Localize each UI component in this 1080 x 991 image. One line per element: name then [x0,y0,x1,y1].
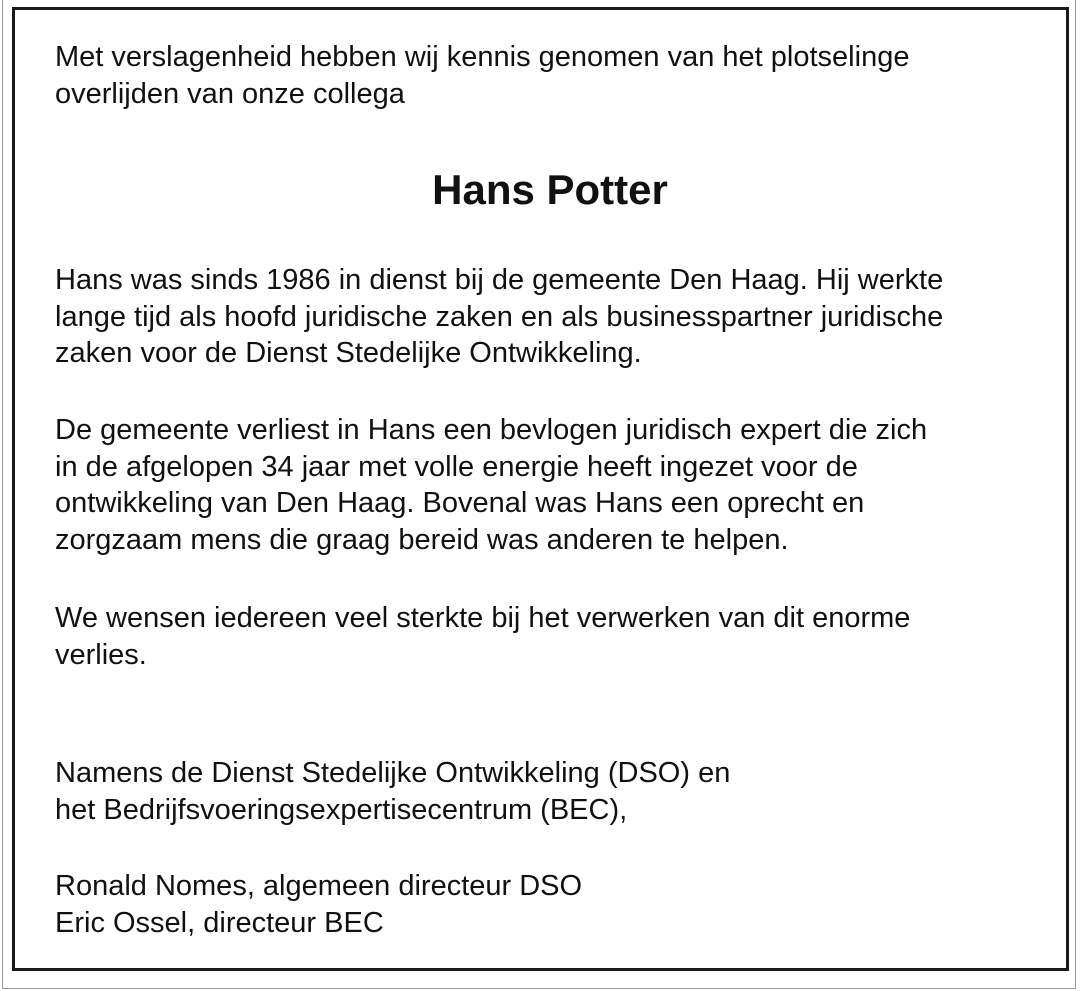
paragraph-line: in de afgelopen 34 jaar met volle energie heeft ingezet voor de [55,450,858,483]
paragraph-line: verlies. [55,638,147,671]
signatories [55,868,582,941]
paragraph-line: ontwikkeling van Den Haag. Bovenal was Hans een oprecht en [55,487,865,519]
paragraph-tribute [55,412,927,558]
paragraph-line: De gemeente verliest in Hans een bevlogen juridisch expert die zich [55,414,928,446]
intro-text [55,39,909,112]
paragraph-condolence [55,600,910,673]
on-behalf-line: het Bedrijfsvoeringsexpertisecentrum (BEC), [55,793,628,826]
paragraph-line: lange tijd als hoofd juridische zaken en als businesspartner juridische [55,300,944,333]
paragraph-line: zaken voor de Dienst Stedelijke Ontwikkeling. [55,337,642,369]
paragraph-line: We wensen iedereen veel sterkte bij het verwerken van dit enorme [55,602,911,634]
intro-line: overlijden van onze collega [55,77,405,110]
deceased-name: Hans Potter [432,166,668,213]
paragraph-career [55,262,943,372]
intro-line: Met verslagenheid hebben wij kennis genomen van het plotselinge [55,41,910,73]
paragraph-line: Hans was sinds 1986 in dienst bij de gemeente Den Haag. Hij werkte [55,264,944,296]
notice-frame [12,7,1069,971]
on-behalf-line: Namens de Dienst Stedelijke Ontwikkeling (DSO) en [55,757,731,789]
paragraph-line: zorgzaam mens die graag bereid was anderen te helpen. [55,523,789,556]
signatory-line: Eric Ossel, directeur BEC [55,906,384,939]
on-behalf-of [55,755,730,828]
signatory-line: Ronald Nomes, algemeen directeur DSO [55,870,583,902]
